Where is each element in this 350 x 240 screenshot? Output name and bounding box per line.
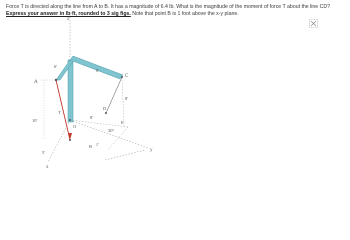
y-axis xyxy=(70,120,148,148)
label-b: B xyxy=(89,144,93,149)
label-t: T xyxy=(58,110,61,115)
dim-10: 10' xyxy=(32,118,38,123)
problem-figure xyxy=(0,17,350,173)
point-a xyxy=(55,79,57,81)
x-axis-label: x xyxy=(46,165,49,170)
dim-1: 1' xyxy=(96,142,99,147)
point-o xyxy=(69,119,71,121)
point-d xyxy=(105,112,107,114)
z-axis-label: z xyxy=(67,17,70,22)
question-text: Force T is directed along the line from A to B. It has a magnitude of 6.4 lb. What is the magnitude of the moment of force T about the line CD? xyxy=(6,4,331,10)
ground-line xyxy=(70,120,128,127)
point-b xyxy=(69,139,71,141)
label-o: O xyxy=(73,124,77,129)
label-e: E xyxy=(121,120,124,125)
answer-instruction: Express your answer in lb·ft, rounded to 3 sig figs. xyxy=(6,11,131,17)
dim-5: 5' xyxy=(42,150,46,155)
cable-ce xyxy=(122,77,124,126)
y-axis-label: y xyxy=(150,148,153,153)
y-axis-ext xyxy=(105,150,145,160)
dim-8-top: 8' xyxy=(96,68,100,73)
pole xyxy=(68,60,73,122)
point-c xyxy=(121,76,123,78)
expand-icon[interactable] xyxy=(309,19,318,28)
label-d: D xyxy=(103,106,107,111)
problem-statement xyxy=(6,4,342,18)
label-a: A xyxy=(34,80,38,85)
force-t-arrowhead xyxy=(68,133,72,140)
question-note: Note that point B is 1 foot above the x-y plane. xyxy=(130,11,239,17)
dim-6: 6' xyxy=(54,64,58,69)
cable-cd xyxy=(106,77,122,113)
label-c: C xyxy=(125,74,129,79)
dim-8-right: 8' xyxy=(125,96,129,101)
dim-8-mid: 8' xyxy=(90,115,94,120)
angle-30: 30° xyxy=(108,128,115,133)
